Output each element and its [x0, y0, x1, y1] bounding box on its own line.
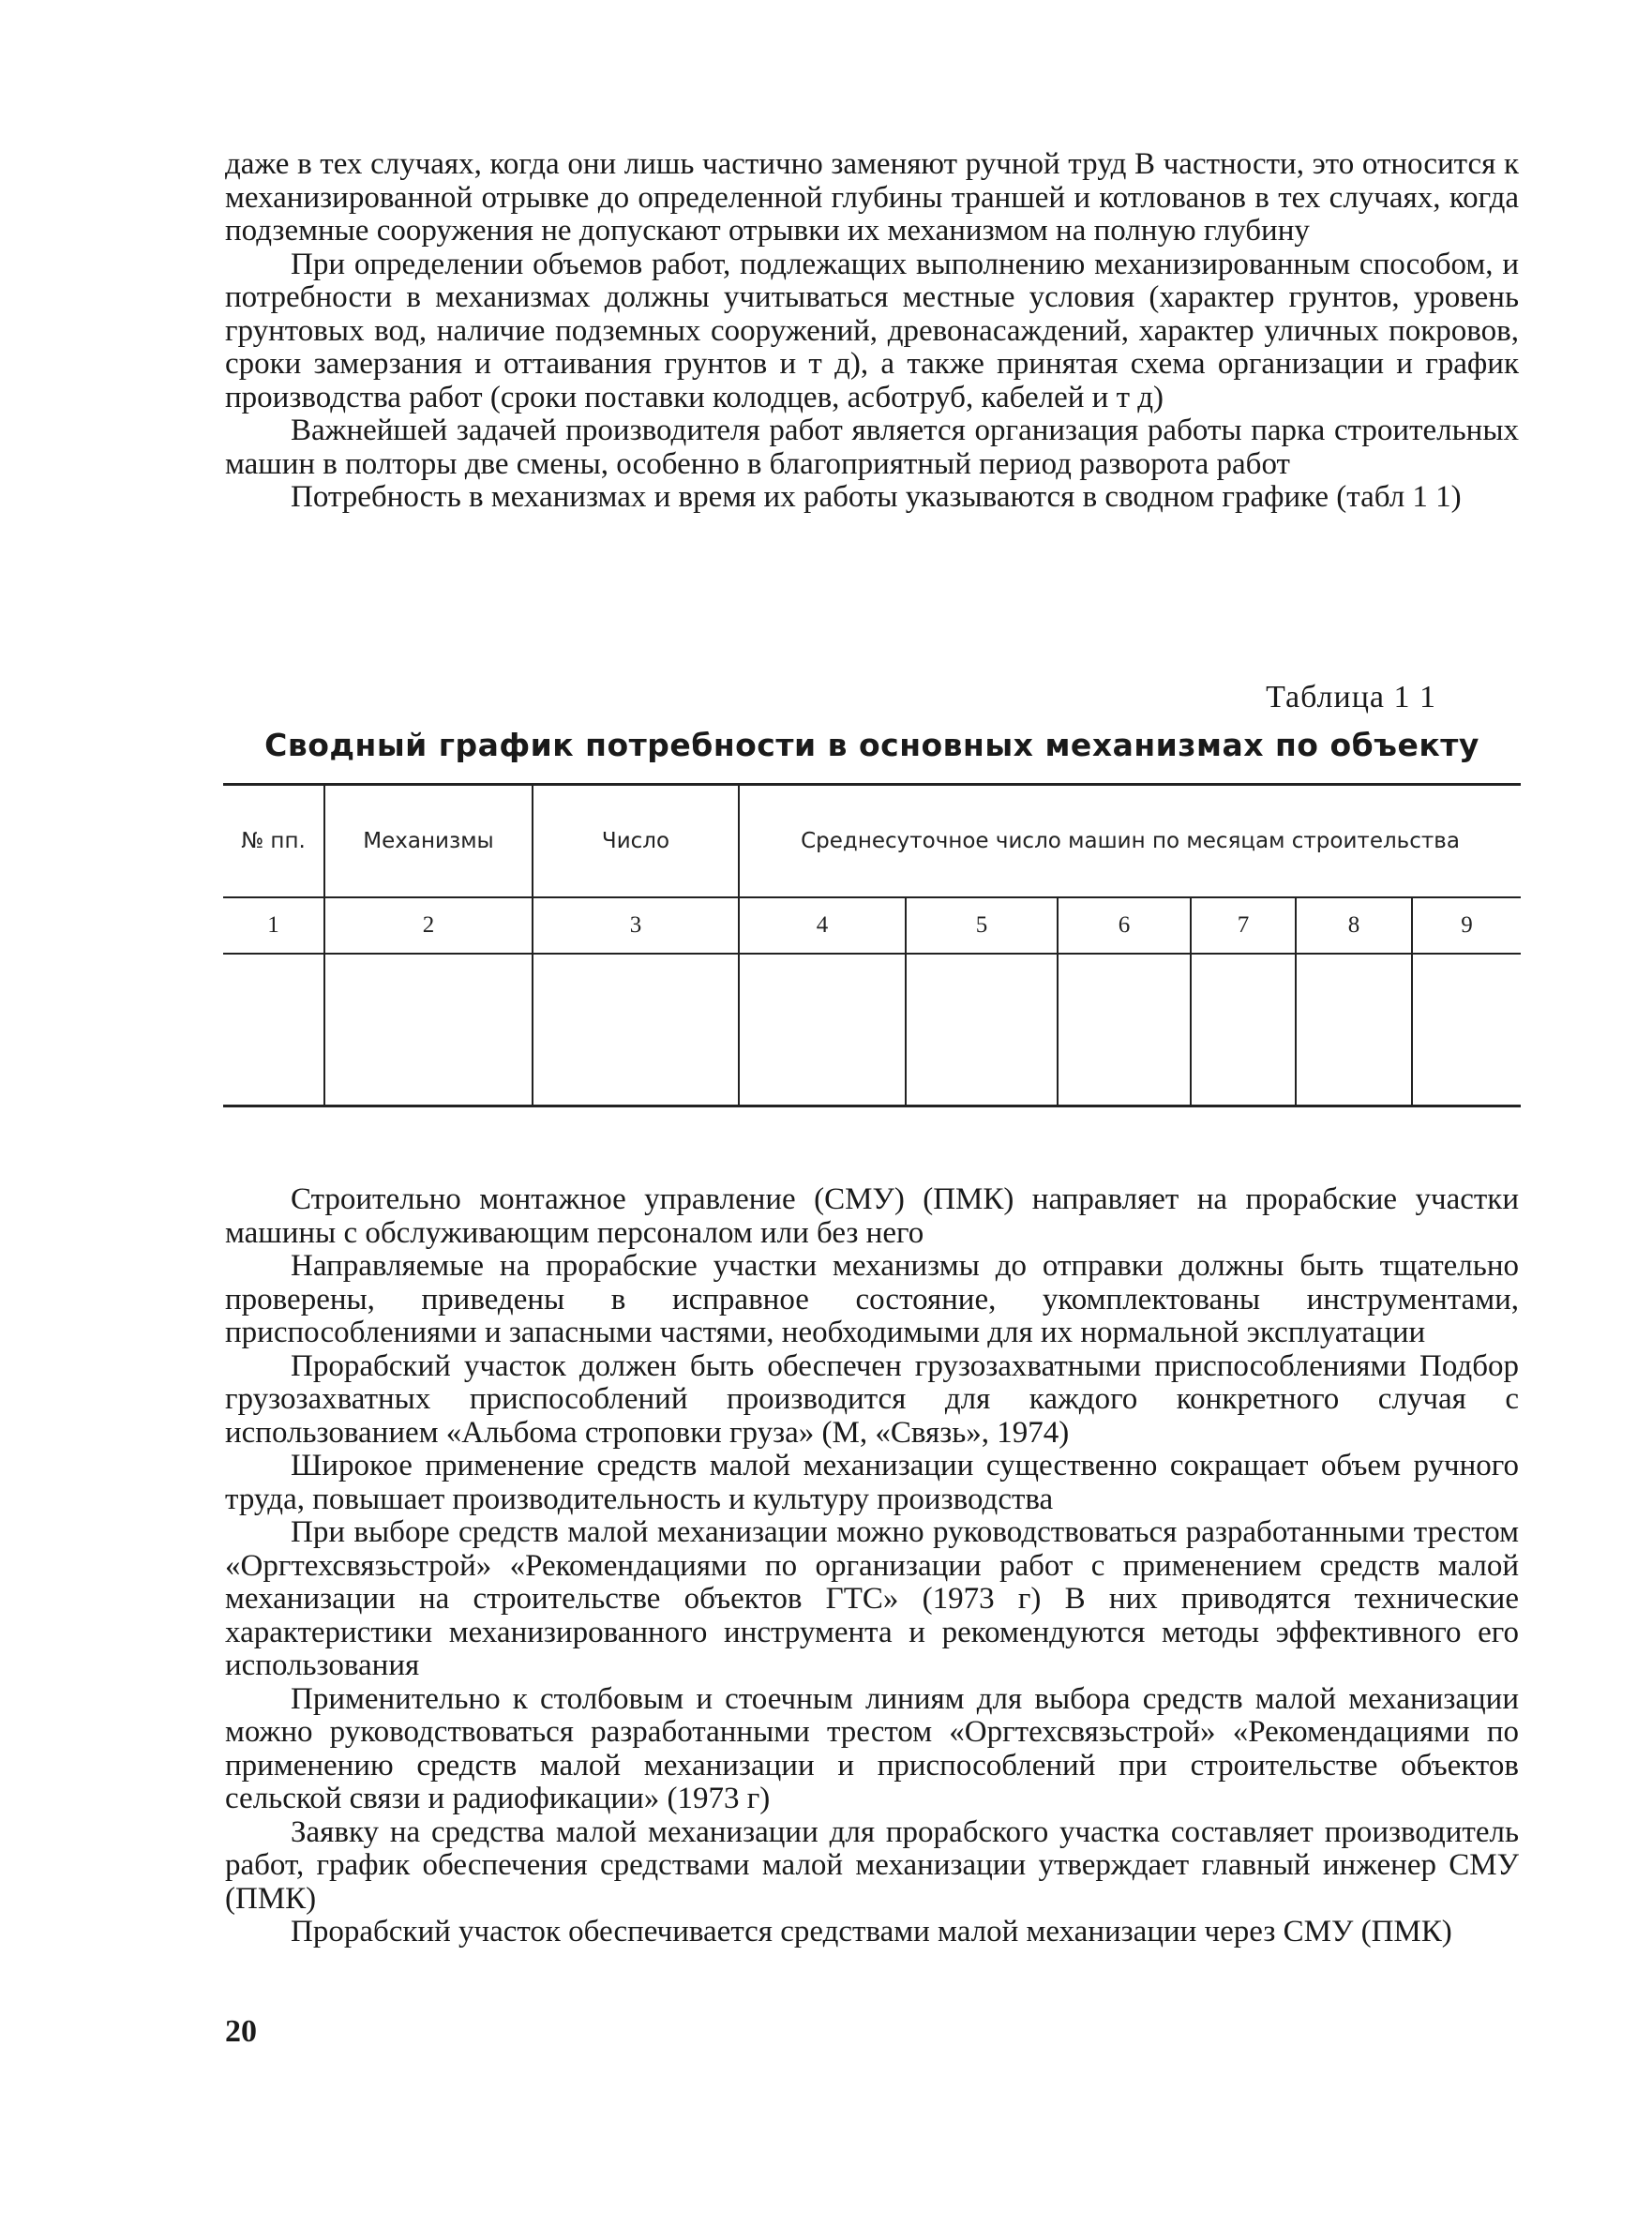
table-header-row: [223, 785, 1521, 898]
table-cell: [1296, 954, 1412, 1106]
top-text-block: [225, 148, 1519, 515]
column-number: 5: [906, 897, 1058, 954]
header-count: Число: [533, 785, 739, 898]
paragraph: Заявку на средства малой механизации для прорабского участка составляет производитель работ, график обеспечения средствами малой механизации утверждает главный инженер СМУ (ПМК): [225, 1814, 1519, 1916]
column-number: 8: [1296, 897, 1412, 954]
paragraph: Прорабский участок обеспечивается средствами малой механизации через СМУ (ПМК): [291, 1915, 1452, 1949]
table-cell: [533, 954, 739, 1106]
paragraph: Потребность в механизмах и время их работы указываются в сводном графике (табл 1 1): [291, 480, 1462, 514]
header-num: № пп.: [223, 785, 324, 898]
paragraph: даже в тех случаях, когда они лишь частично заменяют ручной труд В частности, это относится к механизированной отрывке до определенной глубины траншей и котлованов в тех случаях, когда подземные сооружения не допускают отрывки их механизмом на полную глубину: [225, 147, 1519, 248]
paragraph: При выборе средств малой механизации можно руководствоваться разработанными трестом «Оргтехсвязьстрой» «Рекомендациями по организации работ с применением средств малой механизации на строительстве объектов ГТС» (1973 г) В них приводятся технические характеристики механизированного инструмента и рекомендуются методы эффективного его использования: [225, 1515, 1519, 1682]
table-cell: [1412, 954, 1521, 1106]
column-number: 2: [324, 897, 533, 954]
column-number-row: [223, 897, 1521, 954]
paragraph: Направляемые на прорабские участки механизмы до отправки должны быть тщательно проверены, приведены в исправное состояние, укомплектованы инструментами, приспособлениями и запасными частями, необходимыми для их нормальной эксплуатации: [225, 1249, 1519, 1349]
column-number: 3: [533, 897, 739, 954]
paragraph: Строительно монтажное управление (СМУ) (ПМК) направляет на прорабские участки машины с обслуживающим персоналом или без него: [225, 1182, 1519, 1250]
table-cell: [906, 954, 1058, 1106]
table-cell: [324, 954, 533, 1106]
column-number: 4: [739, 897, 906, 954]
header-mechanisms: Механизмы: [324, 785, 533, 898]
bottom-text-block: [225, 1183, 1519, 1949]
paragraph: Важнейшей задачей производителя работ является организация работы парка строительных машин в полторы две смены, особенно в благоприятный период разворота работ: [225, 414, 1519, 481]
paragraph: Применительно к столбовым и стоечным линиям для выбора средств малой механизации можно руководствоваться разработанными трестом «Оргтехсвязьстрой» «Рекомендациями по применению средств малой механизации и приспособлений при строительстве объектов сельской связи и радиофикации» (1973 г): [225, 1681, 1519, 1815]
table-body-row: [223, 954, 1521, 1106]
table-cell: [1191, 954, 1296, 1106]
paragraph: При определении объемов работ, подлежащих выполнению механизированным способом, и потребности в механизмах должны учитываться местные условия (характер грунтов, уровень грунтовых вод, наличие подземных сооружений, древонасаждений, характер уличных покровов, сроки замерзания и оттаивания грунтов и т д), а также принятая схема организации и график производства работ (сроки поставки колодцев, асботруб, кабелей и т д): [225, 247, 1519, 414]
column-number: 6: [1058, 897, 1191, 954]
table-cell: [223, 954, 324, 1106]
table-cell: [739, 954, 906, 1106]
table-title: Сводный график потребности в основных механизмах по объекту: [264, 727, 1479, 763]
table-cell: [1058, 954, 1191, 1106]
column-number: 7: [1191, 897, 1296, 954]
column-number: 1: [223, 897, 324, 954]
column-number: 9: [1412, 897, 1521, 954]
header-monthly: Среднесуточное число машин по месяцам строительства: [739, 785, 1521, 898]
paragraph: Прорабский участок должен быть обеспечен грузозахватными приспособлениями Подбор грузозахватных приспособлений производится для каждого конкретного случая с использованием «Альбома строповки груза» (М, «Связь», 1974): [225, 1348, 1519, 1450]
page-number: 20: [225, 2014, 257, 2049]
summary-table: [223, 783, 1521, 1107]
table-label: Таблица 1 1: [1266, 680, 1436, 715]
paragraph: Широкое применение средств малой механизации существенно сокращает объем ручного труда, повышает производительность и культуру производства: [225, 1449, 1519, 1516]
